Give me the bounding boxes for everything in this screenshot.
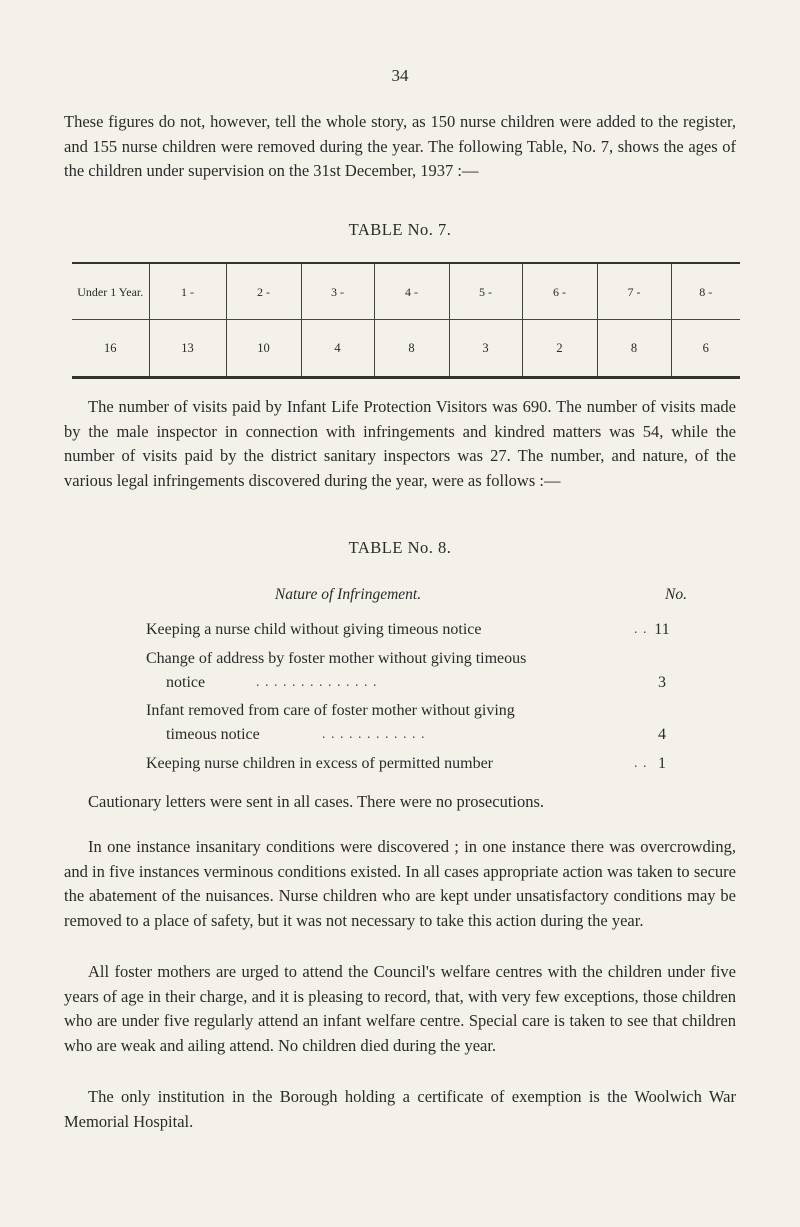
leader-dots: . .	[634, 622, 648, 637]
table7-header-cell: 8 -	[671, 263, 740, 320]
table8-row-label: Change of address by foster mother without giving timeous	[146, 650, 527, 667]
table7-header-cell: 4 -	[374, 263, 449, 320]
table8-title: TABLE No. 8.	[348, 538, 452, 557]
table8-row-label: Infant removed from care of foster mother without giving	[146, 702, 515, 719]
table7-header-cell: 7 -	[597, 263, 671, 320]
intro-paragraph: These figures do not, however, tell the whole story, as 150 nurse children were added to the register, and 155 nurse children were removed during the year. The following Table, No. 7, shows the ages of the children under supervision on the 31st December, 1937 :—	[64, 112, 736, 180]
table7-value-cell: 3	[449, 320, 522, 378]
table7-value-cell: 8	[597, 320, 671, 378]
table7-header-cell: 1 -	[149, 263, 226, 320]
visits-paragraph: The number of visits paid by Infant Life Protection Visitors was 690. The number of visits made by the male inspector in connection with infringements and kindred matters was 54, while the number of visits paid by the district sanitary inspectors was 27. The number, and nature, of the various legal infringements discovered during the year, were as follows :—	[64, 397, 736, 490]
table8-row-count: 11	[654, 621, 670, 638]
insanitary-paragraph: In one instance insanitary conditions were discovered ; in one instance there was overcrowding, and in five instances verminous conditions existed. In all cases appropriate action was taken to secure the abatement of the nuisances. Nurse children who are kept under unsatisfactory conditions may be removed to a place of safety, but it was not necessary to take this action during the year.	[64, 837, 736, 930]
table8-col-no: No.	[665, 586, 687, 603]
table7-value-row	[72, 320, 740, 378]
table8-col-nature: Nature of Infringement.	[274, 586, 422, 603]
table7-header-row	[72, 263, 740, 320]
table7-header-cell: Under 1 Year.	[72, 263, 149, 320]
leader-dots: . . . . . . . . . . . . . .	[256, 675, 378, 690]
table7-value-cell: 2	[522, 320, 597, 378]
table7-header-cell: 5 -	[449, 263, 522, 320]
table8-row-count: 4	[658, 726, 666, 743]
table8-row-label-continued: timeous notice	[166, 726, 260, 743]
table7-value-cell: 10	[226, 320, 301, 378]
institution-paragraph: The only institution in the Borough holding a certificate of exemption is the Woolwich War Memorial Hospital.	[64, 1087, 736, 1131]
welfare-paragraph: All foster mothers are urged to attend the Council's welfare centres with the children under five years of age in their charge, and it is pleasing to record, that, with very few exceptions, those children who are under five regularly attend an infant welfare centre. Special care is taken to see that children who are weak and ailing attend. No children died during the year.	[64, 962, 736, 1055]
table7-header-cell: 3 -	[301, 263, 374, 320]
table8-row	[146, 618, 742, 642]
table7-value-cell: 13	[149, 320, 226, 378]
table8-row	[146, 699, 742, 747]
table7-header-cell: 6 -	[522, 263, 597, 320]
table7-value-cell: 4	[301, 320, 374, 378]
table7-value-cell: 16	[72, 320, 149, 378]
table7	[72, 262, 740, 379]
table7-value-cell: 6	[671, 320, 740, 378]
table8-row-count: 3	[658, 674, 666, 691]
page-number: 34	[391, 66, 409, 85]
leader-dots: . . . . . . . . . . . .	[322, 727, 426, 742]
table7-title: TABLE No. 7.	[348, 220, 452, 239]
table8-row-label-continued: notice	[166, 674, 206, 691]
table8-row-label: Keeping nurse children in excess of permitted number	[146, 755, 493, 772]
table8-row	[146, 647, 742, 695]
table8-row-count: 1	[658, 755, 666, 772]
table8-header	[0, 586, 800, 608]
table8-row-label: Keeping a nurse child without giving timeous notice	[146, 621, 482, 638]
leader-dots: . .	[634, 756, 648, 771]
table7-header-cell: 2 -	[226, 263, 301, 320]
table8-row	[146, 752, 742, 776]
cautionary-line: Cautionary letters were sent in all cases. There were no prosecutions.	[88, 792, 545, 811]
table7-value-cell: 8	[374, 320, 449, 378]
